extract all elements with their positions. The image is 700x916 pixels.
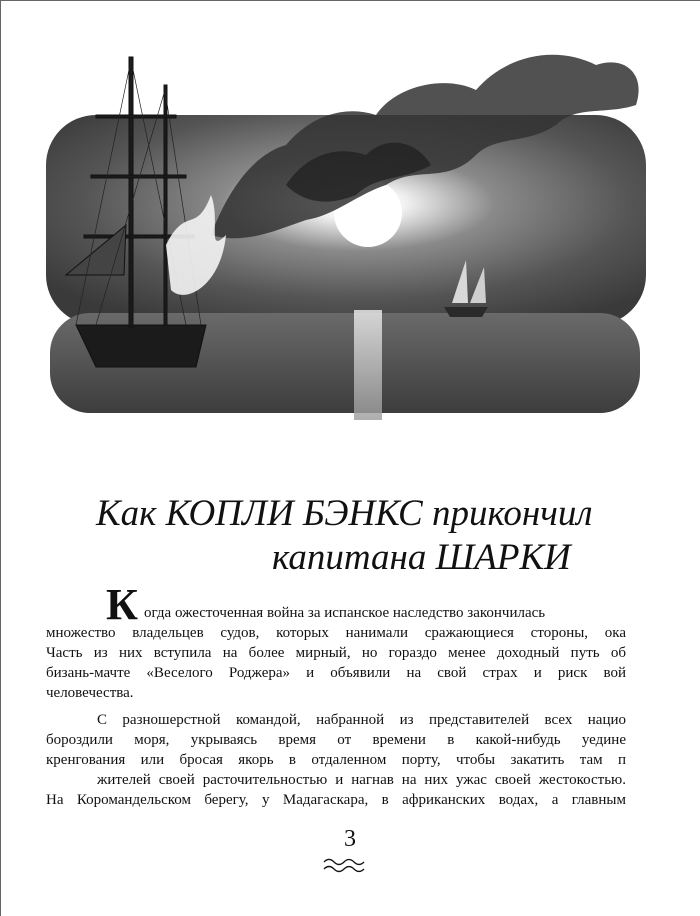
paragraph-1-first-line: огда ожесточенная война за испанское наследство закончилась [144, 605, 546, 621]
paragraph-line: На Коромандельском берегу, у Мадагаскара, в африканских водах, а главным [46, 792, 626, 808]
paragraph-2 [46, 710, 626, 810]
chapter-title-line-2: капитана ШАРКИ [272, 537, 571, 578]
wave-ornament-icon [322, 856, 370, 876]
drop-cap-ornament [102, 582, 142, 624]
chapter-title-line-1: Как КОПЛИ БЭНКС прикончил [96, 493, 593, 534]
paragraph-line: бизань-мачте «Веселого Роджера» и объявили на свой страх и риск вой [46, 665, 626, 681]
paragraph-1 [46, 623, 626, 703]
paragraph-line: кренгования или бросая якорь в отдаленном порту, чтобы закатить там п [46, 752, 626, 768]
ship-battle-illustration [36, 45, 668, 425]
paragraph-line: Часть из них вступила на более мирный, но гораздо менее доходный путь об [46, 645, 626, 661]
paragraph-line: человечества. [46, 685, 134, 701]
paragraph-line: С разношерстной командой, набранной из представителей всех нацио [97, 712, 626, 728]
drop-cap-letter: К [106, 582, 138, 624]
paragraph-line: множество владельцев судов, которых нанимали сражающиеся стороны, ока [46, 625, 626, 641]
page-number: 3 [344, 826, 356, 852]
paragraph-line: бороздили моря, укрываясь время от времени в какой-нибудь уедине [46, 732, 626, 748]
paragraph-line: жителей своей расточительностью и нагнав на них ужас своей жестокостью. [97, 772, 626, 788]
